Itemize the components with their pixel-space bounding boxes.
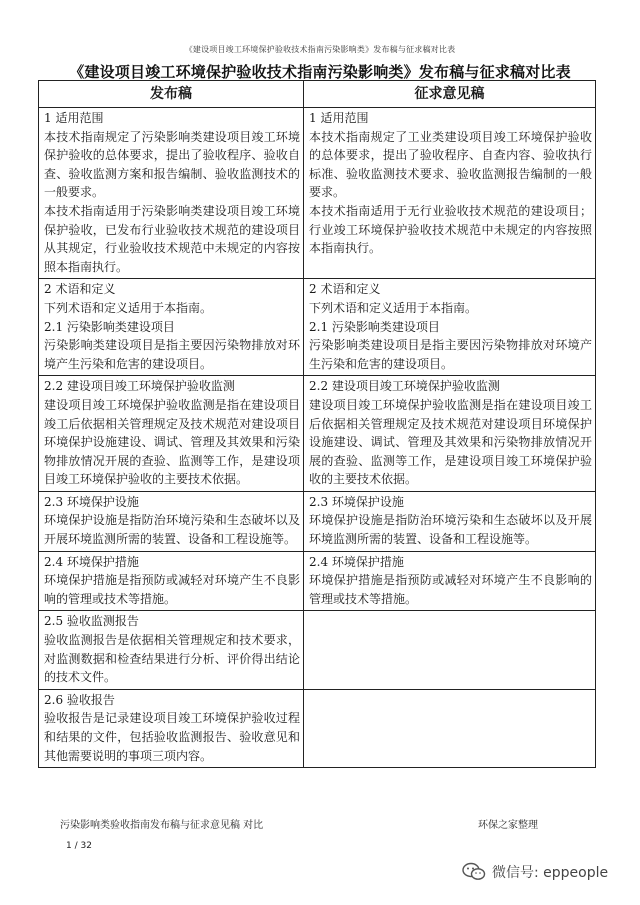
document-title: 《建设项目竣工环境保护验收技术指南污染影响类》发布稿与征求稿对比表 [69, 63, 571, 81]
cell-paragraph: 下列术语和定义适用于本指南。 [309, 300, 478, 315]
draft-cell [304, 611, 596, 689]
cell-paragraph: 本技术指南适用于污染影响类建设项目竣工环境保护验收，已发布行业验收技术规范的建设项目从其规定，行业验收技术规范中未规定的内容按照本指南执行。 [44, 203, 300, 274]
header-draft: 征求意见稿 [304, 81, 596, 108]
cell-paragraph: 2.3 环境保护设施 [44, 494, 139, 509]
header-published: 发布稿 [39, 81, 304, 108]
cell-paragraph: 2.2 建设项目竣工环境保护验收监测 [44, 379, 235, 394]
table-row [39, 376, 596, 492]
watermark [462, 862, 608, 882]
table-row [39, 551, 596, 611]
table-row [39, 611, 596, 689]
draft-cell [304, 551, 596, 611]
draft-cell [304, 491, 596, 551]
draft-cell [304, 279, 596, 376]
cell-paragraph: 环境保护设施是指防治环境污染和生态破坏以及开展环境监测所需的装置、设备和工程设施等。 [44, 513, 300, 547]
cell-paragraph: 验收报告是记录建设项目竣工环境保护验收过程和结果的文件，包括验收监测报告、验收意见和其他需要说明的事项三项内容。 [44, 711, 300, 763]
footer-caption: 污染影响类验收指南发布稿与征求意见稿 对比 [60, 820, 264, 831]
comparison-table [38, 80, 596, 768]
cell-paragraph: 环境保护设施是指防治环境污染和生态破坏以及开展环境监测所需的装置、设备和工程设施等。 [309, 513, 592, 547]
cell-paragraph: 本技术指南规定了污染影响类建设项目竣工环境保护验收的总体要求，提出了验收程序、验收自查、验收监测方案和报告编制、验收监测技术的一般要求。 [44, 129, 300, 200]
draft-cell [304, 108, 596, 279]
cell-paragraph: 2.6 验收报告 [44, 692, 115, 707]
draft-cell [304, 376, 596, 492]
table-row [39, 689, 596, 767]
cell-paragraph: 1 适用范围 [44, 111, 104, 125]
table-row [39, 491, 596, 551]
cell-paragraph: 建设项目竣工环境保护验收监测是指在建设项目竣工后依据相关管理规定及技术规范对建设项目环境保护设施建设、调试、管理及其效果和污染物排放情况开展的查验、监测等工作，是建设项目竣工环境保护验收的主要技术依据。 [44, 397, 300, 487]
cell-paragraph: 下列术语和定义适用于本指南。 [44, 300, 213, 315]
cell-paragraph: 2.2 建设项目竣工环境保护验收监测 [309, 379, 500, 394]
table-row [39, 279, 596, 376]
cell-paragraph: 2.4 环境保护措施 [44, 554, 139, 569]
draft-cell [304, 689, 596, 767]
cell-paragraph: 本技术指南规定了工业类建设项目竣工环境保护验收的总体要求，提出了验收程序、自查内容、验收执行标准、验收监测技术要求、验收监测报告编制的一般要求。 [309, 129, 592, 200]
table-header-row [39, 81, 596, 108]
cell-paragraph: 2.4 环境保护措施 [309, 554, 404, 569]
footer-credit: 环保之家整理 [478, 820, 538, 831]
cell-paragraph: 建设项目竣工环境保护验收监测是指在建设项目竣工后依据相关管理规定及技术规范对建设项目环境保护设施建设、调试、管理及其效果和污染物排放情况开展的查验、监测等工作，是建设项目竣工环境保护验收的主要技术依据。 [309, 397, 592, 487]
watermark-text: 微信号: eppeople [492, 865, 609, 881]
cell-paragraph: 1 适用范围 [309, 111, 369, 125]
running-header: 《建设项目竣工环境保护验收技术指南污染影响类》发布稿与征求稿对比表 [184, 45, 456, 54]
cell-paragraph: 污染影响类建设项目是指主要因污染物排放对环境产生污染和危害的建设项目。 [309, 338, 592, 371]
cell-paragraph: 2.1 污染影响类建设项目 [44, 319, 175, 334]
published-cell [39, 551, 304, 611]
cell-paragraph: 2.5 验收监测报告 [44, 614, 139, 629]
published-cell [39, 279, 304, 376]
cell-paragraph: 2.3 环境保护设施 [309, 494, 404, 509]
cell-paragraph: 2 术语和定义 [309, 282, 381, 297]
published-cell [39, 376, 304, 492]
cell-paragraph: 本技术指南适用于无行业验收技术规范的建设项目；行业竣工环境保护验收技术规范中未规定的内容按照本指南执行。 [309, 203, 592, 256]
cell-paragraph: 2.1 污染影响类建设项目 [309, 319, 440, 334]
published-cell [39, 689, 304, 767]
cell-paragraph: 环境保护措施是指预防或减轻对环境产生不良影响的管理或技术等措施。 [44, 573, 300, 606]
published-cell [39, 108, 304, 279]
cell-paragraph: 环境保护措施是指预防或减轻对环境产生不良影响的管理或技术等措施。 [309, 573, 592, 606]
page-number: 1 / 32 [66, 841, 92, 851]
published-cell [39, 611, 304, 689]
cell-paragraph: 验收监测报告是依据相关管理规定和技术要求，对监测数据和检查结果进行分析、评价得出结论的技术文件。 [44, 633, 300, 685]
cell-paragraph: 2 术语和定义 [44, 282, 116, 297]
table-row [39, 108, 596, 279]
wechat-icon [462, 862, 486, 882]
published-cell [39, 491, 304, 551]
cell-paragraph: 污染影响类建设项目是指主要因污染物排放对环境产生污染和危害的建设项目。 [44, 338, 300, 371]
